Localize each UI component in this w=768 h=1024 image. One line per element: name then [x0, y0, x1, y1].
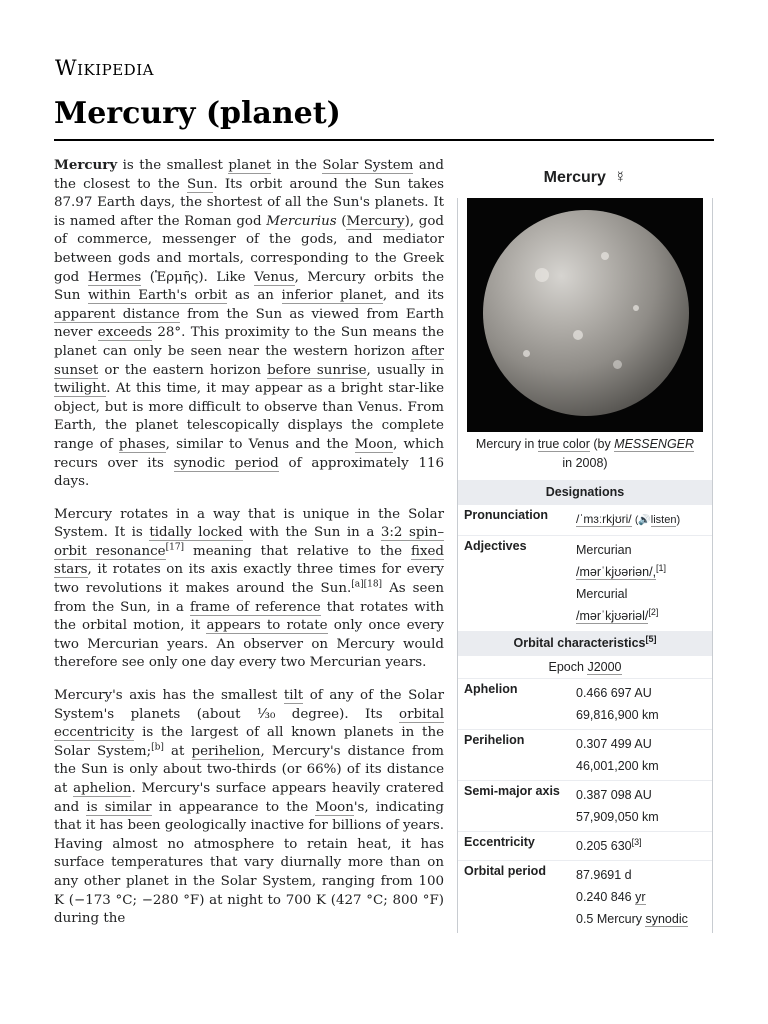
article-link[interactable]: phases: [118, 436, 166, 452]
text-run: as an: [227, 288, 282, 304]
article-link[interactable]: is similar: [86, 799, 152, 815]
text-run: is the largest of all known planets in the Solar System;: [54, 725, 444, 759]
text-run: , usually in: [366, 362, 444, 378]
sma-km: 57,909,050 km: [576, 810, 659, 824]
text-run: at: [163, 743, 192, 759]
pronunciation-value: /ˈmɜːrkjʊri/ (🔊listen): [576, 512, 681, 526]
text-run: ), god of commerce, messenger of the gods, and mediator between gods and mortals, corresponding to the Greek god: [54, 213, 444, 285]
aphelion-au: 0.466 697 AU: [576, 686, 652, 700]
caption-text: in 2008): [562, 456, 608, 470]
article-link[interactable]: aphelion: [73, 781, 132, 796]
period-years: 0.240 846: [576, 890, 636, 904]
article-link[interactable]: apparent distance: [54, 306, 180, 322]
adjective-2: Mercurial: [576, 587, 628, 601]
text-run: Mercury rotates in a way that is unique in the Solar System. It is: [54, 506, 444, 541]
orbital-header: [458, 630, 712, 655]
epoch-label: Epoch: [548, 660, 584, 674]
article-link[interactable]: exceeds: [97, 325, 153, 341]
article-link[interactable]: 3:2 spin–orbit resonance: [54, 525, 445, 559]
text-run: , Mercury orbits the Sun: [54, 269, 444, 304]
title-divider: [54, 139, 714, 141]
yr-link[interactable]: yr: [635, 890, 646, 904]
article-link[interactable]: perihelion: [191, 743, 261, 759]
true-color-link[interactable]: true color: [537, 437, 590, 451]
text-run: from the Sun as viewed from Earth never: [54, 306, 444, 341]
sma-au: 0.387 098 AU: [576, 788, 652, 802]
paragraph-3: [54, 687, 444, 929]
text-run: that rotates with the orbital motion, it: [54, 599, 444, 634]
infobox: [457, 160, 713, 933]
eccentricity-value: [570, 832, 712, 860]
text-run: and the closest to the: [54, 158, 445, 192]
article-link[interactable]: within Earth's orbit: [88, 288, 228, 304]
ref-5[interactable]: [5]: [645, 633, 657, 644]
eccentricity-label[interactable]: Eccentricity: [464, 835, 535, 849]
text-run: in appearance to the: [151, 799, 316, 815]
aphelion-km: 69,816,900 km: [576, 708, 659, 722]
article-link[interactable]: tidally locked: [149, 525, 243, 541]
text-run: , and its: [382, 288, 444, 304]
text-run: in the: [271, 158, 323, 173]
text-run: 28°. This proximity to the Sun means the planet can only be seen near the western horizon: [54, 325, 445, 359]
text-run: . Mercury's surface appears heavily cratered and: [54, 781, 444, 815]
listen-link[interactable]: listen: [650, 514, 677, 526]
ipa-link[interactable]: /ˈmɜːrkjʊri/: [576, 512, 632, 526]
text-run: . Its orbit around the Sun takes 87.97 Earth days, the shortest of all the Sun's planets. It is named after the Roman god: [54, 176, 444, 229]
text-run: . At this time, it may appear as a bright star-like object, but is more difficult to observe than Venus. From Earth, the planet telescopically displays the complete range of: [54, 381, 444, 452]
semi-major-axis-row: [458, 780, 712, 831]
orbital-header-text: Orbital characteristics: [513, 636, 646, 650]
italic-term: Mercurius: [266, 213, 337, 229]
text-run: with the Sun in a: [242, 525, 381, 541]
infobox-title-text: Mercury: [543, 169, 606, 186]
text-run: meaning that relative to the: [184, 543, 412, 559]
mercury-image[interactable]: [467, 198, 703, 432]
article-link[interactable]: Sun: [186, 176, 214, 192]
aphelion-label[interactable]: Aphelion: [464, 682, 518, 696]
text-run: , Mercury's distance from the Sun is only about two-thirds (or 66%) of its distance at: [54, 743, 444, 796]
text-run: , it rotates on its axis exactly three times for every two revolutions it makes around the Sun.: [54, 562, 444, 597]
adjective-1-ipa[interactable]: /mərˈkjʊəriən/,: [576, 565, 657, 579]
text-run: or the eastern horizon: [98, 362, 268, 378]
article-body: [54, 156, 444, 943]
article-link[interactable]: Solar System: [322, 158, 414, 173]
messenger-link[interactable]: MESSENGER: [614, 437, 695, 451]
orbital-period-label[interactable]: Orbital period: [464, 864, 546, 878]
image-caption: [458, 432, 712, 479]
period-days: 87.9691 d: [576, 868, 632, 882]
perihelion-label[interactable]: Perihelion: [464, 733, 525, 747]
orbital-period-row: [458, 860, 712, 933]
speaker-icon[interactable]: (🔊: [634, 515, 651, 526]
text-run: , which recurs over its: [54, 436, 444, 471]
eccentricity-row: [458, 831, 712, 860]
adjective-2-ipa[interactable]: /mərˈkjʊəriəl/: [576, 609, 649, 623]
infobox-title: [457, 160, 713, 196]
article-link[interactable]: before sunrise: [267, 362, 367, 378]
aphelion-row: [458, 678, 712, 729]
text-run: ¹⁄₃₀: [257, 706, 276, 722]
article-link[interactable]: twilight: [54, 381, 107, 397]
perihelion-km: 46,001,200 km: [576, 759, 659, 773]
text-run: is the smallest: [117, 158, 229, 173]
adjectives-row: [458, 535, 712, 630]
perihelion-au: 0.307 499 AU: [576, 737, 652, 751]
bold-term: Mercury: [54, 157, 118, 173]
text-run: Mercury's axis has the smallest: [54, 688, 284, 704]
aphelion-value: [570, 679, 712, 729]
text-run: , similar to Venus and the: [165, 436, 355, 452]
text-run: (Ἑρμῆς). Like: [141, 269, 255, 285]
article-link[interactable]: after sunset: [54, 343, 444, 378]
ref-2[interactable]: [2]: [648, 606, 659, 617]
article-link[interactable]: Mercury: [346, 213, 405, 229]
designations-header: Designations: [458, 479, 712, 504]
synodic-link[interactable]: synodic: [645, 912, 688, 926]
article-link[interactable]: appears to rotate: [206, 618, 328, 634]
article-link[interactable]: Moon: [315, 799, 354, 815]
article-link[interactable]: Hermes: [87, 269, 142, 285]
citation-ref[interactable]: [17]: [165, 542, 185, 553]
perihelion-value: [570, 730, 712, 780]
pronunciation-row: [458, 504, 712, 535]
article-link[interactable]: inferior planet: [281, 288, 383, 304]
article-link[interactable]: tilt: [283, 688, 304, 704]
ref-1[interactable]: [1]: [656, 562, 667, 573]
article-link[interactable]: frame of reference: [189, 599, 321, 615]
paragraph-1: [54, 156, 444, 492]
text-run: (: [336, 213, 347, 229]
orbital-period-value: [570, 861, 712, 933]
infobox-frame: [457, 198, 713, 933]
page-title: Mercury (planet): [54, 96, 341, 131]
eccentricity-number: 0.205 630: [576, 839, 632, 853]
semi-major-axis-value: [570, 781, 712, 831]
period-synodic: 0.5 Mercury: [576, 912, 646, 926]
j2000-link[interactable]: J2000: [587, 660, 622, 674]
caption-text: Mercury in: [475, 437, 538, 451]
pronunciation-label: Pronunciation: [464, 508, 549, 522]
article-link[interactable]: fixed stars: [54, 543, 444, 578]
adjective-1: Mercurian: [576, 543, 632, 557]
article-link[interactable]: orbital eccentricity: [54, 706, 444, 741]
mercury-symbol-icon: ☿: [614, 169, 627, 186]
paragraph-2: [54, 506, 444, 673]
mercury-globe: [483, 210, 689, 416]
caption-text: (by: [589, 437, 615, 451]
text-run: only once every two Mercurian years. An observer on Mercury would therefore see only one day every two Mercurian years.: [54, 618, 444, 671]
text-run: 's, indicating that it has been geologically inactive for billions of years. Having almost no atmosphere to retain heat, it has surface temperatures that vary diurnally more than on any other planet in the Solar System, ranging from 100 K (−173 °C; −280 °F) at night to 700 K (427 °C; 800 °F) during the: [54, 799, 445, 927]
wikipedia-wordmark[interactable]: Wikipedia: [55, 56, 154, 80]
ref-3[interactable]: [3]: [631, 836, 642, 847]
article-link[interactable]: synodic period: [173, 455, 279, 471]
text-run: As seen from the Sun, in a: [54, 581, 444, 615]
article-link[interactable]: Moon: [354, 436, 394, 452]
text-run: degree). Its: [275, 706, 400, 722]
semi-major-axis-label[interactable]: Semi-major axis: [464, 784, 560, 798]
perihelion-row: [458, 729, 712, 780]
article-link[interactable]: planet: [228, 158, 272, 173]
citation-ref[interactable]: [b]: [151, 742, 164, 753]
adjectives-label: Adjectives: [464, 539, 527, 553]
text-run: of any of the Solar System's planets (about: [54, 688, 445, 722]
article-link[interactable]: Venus: [254, 269, 295, 285]
citation-ref[interactable]: [a][18]: [351, 579, 383, 590]
adjectives-value: [570, 536, 712, 630]
text-run: of approximately 116 days.: [54, 455, 445, 490]
epoch-row: [458, 655, 712, 678]
